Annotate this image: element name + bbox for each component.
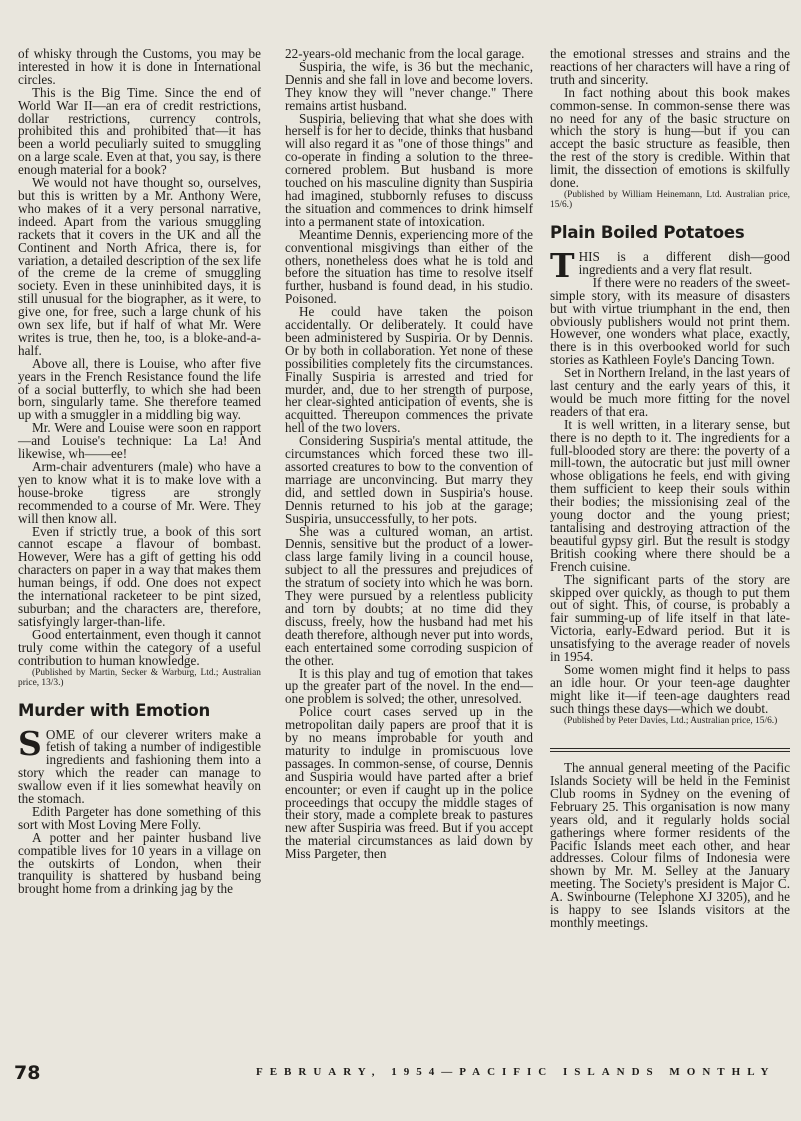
paragraph: HIS is a different dish—good ingredients and a very flat result. bbox=[578, 248, 790, 277]
paragraph: It is well written, in a literary sense, but there is no depth to it. The ingredients for a full-blooded story are there: the poverty of a mill-town, the autocratic but just mill owner whose obligations he feels, end with giving them sufficient to keep their souls within their bodies; the missionising zeal of the young doctor and the young priest; tantalising and destroying attraction of the beautiful gypsy girl. But the result is stodgy British cooking where there should be a French cuisine. bbox=[550, 416, 790, 574]
column-middle bbox=[285, 48, 533, 861]
drop-cap-paragraph bbox=[550, 245, 790, 285]
page-number: 78 bbox=[14, 1062, 41, 1084]
paragraph: We would not have thought so, ourselves, but this is written by a Mr. Anthony Were, who makes of it a very personal narrative, indeed. Apart from the various smuggling rackets that it covers in the UK and all the Continent and North Africa, there is, for variation, a detailed description of the sex life of the creme de la creme of smuggling society. Even in these uninhibited days, it is still unusual for the biographer, as it were, to give one, for free, such a large chunk of his own sex life, but if half of what Mr. Were writes is true, then he, too, is a bloke-and-a-half. bbox=[18, 175, 261, 358]
notice-paragraph: The annual general meeting of the Pacific Islands Society will be held in the Feminist Club rooms in Sydney on the evening of February 25. This organisation is now many years old, and it regularly holds social gatherings where former residents of the Pacific Islands meet each other, and hear addresses. Colour films of Indonesia were shown by Mr. M. Selley at the January meeting. The Society's president is Major C. A. Swinbourne (Telephone XJ 3205), and he is happy to see Islands visitors at the monthly meetings. bbox=[550, 760, 790, 930]
review-heading: Plain Boiled Potatoes bbox=[550, 222, 745, 242]
paragraph: A potter and her painter husband live compatible lives for 10 years in a village on the outskirts of London, when their tranquility is shattered by husband being brought home from a drinking jag by the bbox=[18, 829, 261, 897]
drop-cap-paragraph bbox=[18, 723, 261, 807]
running-head: FEBRUARY, 1954—PACIFIC ISLANDS MONTHLY bbox=[256, 1066, 776, 1078]
review-heading: Murder with Emotion bbox=[18, 700, 211, 720]
paragraph: Above all, there is Louise, who after five years in the French Resistance found the life of a social butterfly, to which she had been born, singularly tame. She therefore teamed up with a smuggler in a middling big way. bbox=[18, 355, 261, 423]
paragraph: The significant parts of the story are skipped over quickly, as though to put them out of sight. This, of course, is probably a fair summing-up of life itself in that late-Victoria, early-Edward period. But it is unsatisfying to the average reader of novels in 1954. bbox=[550, 571, 790, 665]
paragraph: Meantime Dennis, experiencing more of the conventional misgivings than either of the others, nonetheless does what he is told and before the situation has time to resolve itself further, husband is found dead, in his studio. Poisoned. bbox=[285, 226, 533, 307]
paragraph: It is this play and tug of emotion that takes up the greater part of the novel. In the end—one problem is solved; the other, unresolved. bbox=[285, 665, 533, 707]
page-footer bbox=[14, 1062, 789, 1086]
paragraph: of whisky through the Customs, you may be interested in how it is done in International circles. bbox=[18, 46, 261, 87]
section-divider bbox=[550, 748, 790, 752]
paragraph: Considering Suspiria's mental attitude, the circumstances which forced these two ill-assorted creatures to bow to the convention of marriage are unconvincing. But marry they did, and settled down in Suspiria's house. Dennis returned to his job at the garage; Suspiria, unsuccessfully, to her pots. bbox=[285, 433, 533, 526]
paragraph: Even if strictly true, a book of this sort cannot escape a flavour of bombast. However, Were has a gift of getting his odd characters on paper in a way that makes them human beings, if odd. One does not expect the international racketeer to be pint sized, suburban; and the characters are, therefore, satisfyingly larger-than-life. bbox=[18, 523, 261, 629]
paragraph: In fact nothing about this book makes common-sense. In common-sense there was no need for any of the basic structure on which the story is hung—but if you can accept the basic structure as feasible, then the rest of the story is credible. Within that limit, the dissection of emotions is skilfully done. bbox=[550, 84, 790, 191]
paragraph: Suspiria, believing that what she does with herself is for her to decide, thinks that husband will also regard it as "one of those things" and co-operate in finding a solution to the three-cornered problem. But husband is more touched on his masculine dignity than Suspiria had imagined, stubbornly refuses to discuss the situation and commences to drink himself into a permanent state of intoxication. bbox=[285, 110, 533, 229]
paragraph: Arm-chair adventurers (male) who have a yen to know what it is to make love with a house-broke tigress are strongly recommended to a course of Mr. Were. They will then know all. bbox=[18, 459, 261, 526]
paragraph: Some women might find it helps to pass an idle hour. Or your teen-age daughter might like it—if teen-age daughters read such things these days—which we doubt. bbox=[550, 661, 790, 716]
drop-cap: T bbox=[550, 245, 575, 285]
paragraph: Suspiria, the wife, is 36 but the mechanic, Dennis and she fall in love and become lovers. They know they will "never change." There remains artist husband. bbox=[285, 58, 533, 113]
paragraph: She was a cultured woman, an artist. Dennis, sensitive but the product of a lower-class large family living in a council house, subject to all the pressures and prejudices of the stratum of society into which he was born. They were pursued by a relentless publicity and torn by doubts; at no time did they discuss, freely, how the husband had met his death therefore, although never put into words, each entertained some corroding suspicion of the other. bbox=[285, 523, 533, 668]
paragraph: OME of our cleverer writers make a fetish of taking a number of indigestible ingredients and fashioning them into a story which the reader can manage to swallow even if it lies somewhat heavily on the stomach. bbox=[18, 726, 261, 807]
publisher-credit: (Published by Peter Davies, Ltd.; Australian price, 15/6.) bbox=[564, 715, 778, 726]
column-left bbox=[18, 48, 261, 896]
paragraph: This is the Big Time. Since the end of World War II—an era of credit restrictions, dollar restrictions, currency controls, prohibited this and prohibited that—it has been a world peculiarly suited to smuggling on a large scale. Even at that, you say, is there enough material for a book? bbox=[18, 84, 261, 178]
drop-cap: S bbox=[18, 723, 42, 763]
paragraph: Edith Pargeter has done something of this sort with Most Loving Mere Folly. bbox=[18, 803, 261, 832]
publisher-credit: (Published by Martin, Secker & Warburg, Ltd.; Australian price, 13/3.) bbox=[18, 667, 261, 688]
paragraph: Mr. Were and Louise were soon en rapport—and Louise's technique: La La! And likewise, wh——ee! bbox=[18, 420, 261, 462]
paragraph: Police court cases served up in the metropolitan daily papers are proof that it is by no means improbable for youth and maturity to indulge in promiscuous love passages. In common-sense, of course, Dennis and Suspiria would have parted after a brief encounter; or even if caught up in the police proceedings that occupy the middle stages of their story, made a complete break to pastures new after Suspiria was freed. But if you accept the material circumstances as laid down by Miss Pargeter, then bbox=[285, 704, 533, 862]
paragraph: If there were no readers of the sweet-simple story, with its measure of disasters but with virtue triumphant in the end, then obviously publishers would not print them. However, one wonders what place, exactly, there is in this overbooked world for such stories as Kathleen Foyle's Dancing Town. bbox=[550, 274, 790, 368]
paragraph: 22-years-old mechanic from the local garage. bbox=[285, 46, 525, 61]
publisher-credit: (Published by William Heinemann, Ltd. Australian price, 15/6.) bbox=[550, 189, 790, 211]
paragraph: He could have taken the poison accidentally. Or deliberately. It could have been administered by Suspiria. Or by Dennis. Or by both in collaboration. Yet none of these possibilities completely fits the circumstances. Finally Suspiria is arrested and tried for murder, and, due to her strength of purpose, her clear-sighted anticipation of events, she is acquitted. Thereupon commences the private hell of the two lovers. bbox=[285, 304, 533, 436]
paragraph: Good entertainment, even though it cannot truly come within the category of a useful contribution to human knowledge. bbox=[18, 626, 261, 668]
column-right bbox=[550, 48, 790, 930]
paragraph: the emotional stresses and strains and the reactions of her characters will have a ring of truth and sincerity. bbox=[550, 46, 790, 87]
paragraph: Set in Northern Ireland, in the last years of last century and the early years of this, it would be much more fitting for the novel readers of that era. bbox=[550, 365, 790, 419]
